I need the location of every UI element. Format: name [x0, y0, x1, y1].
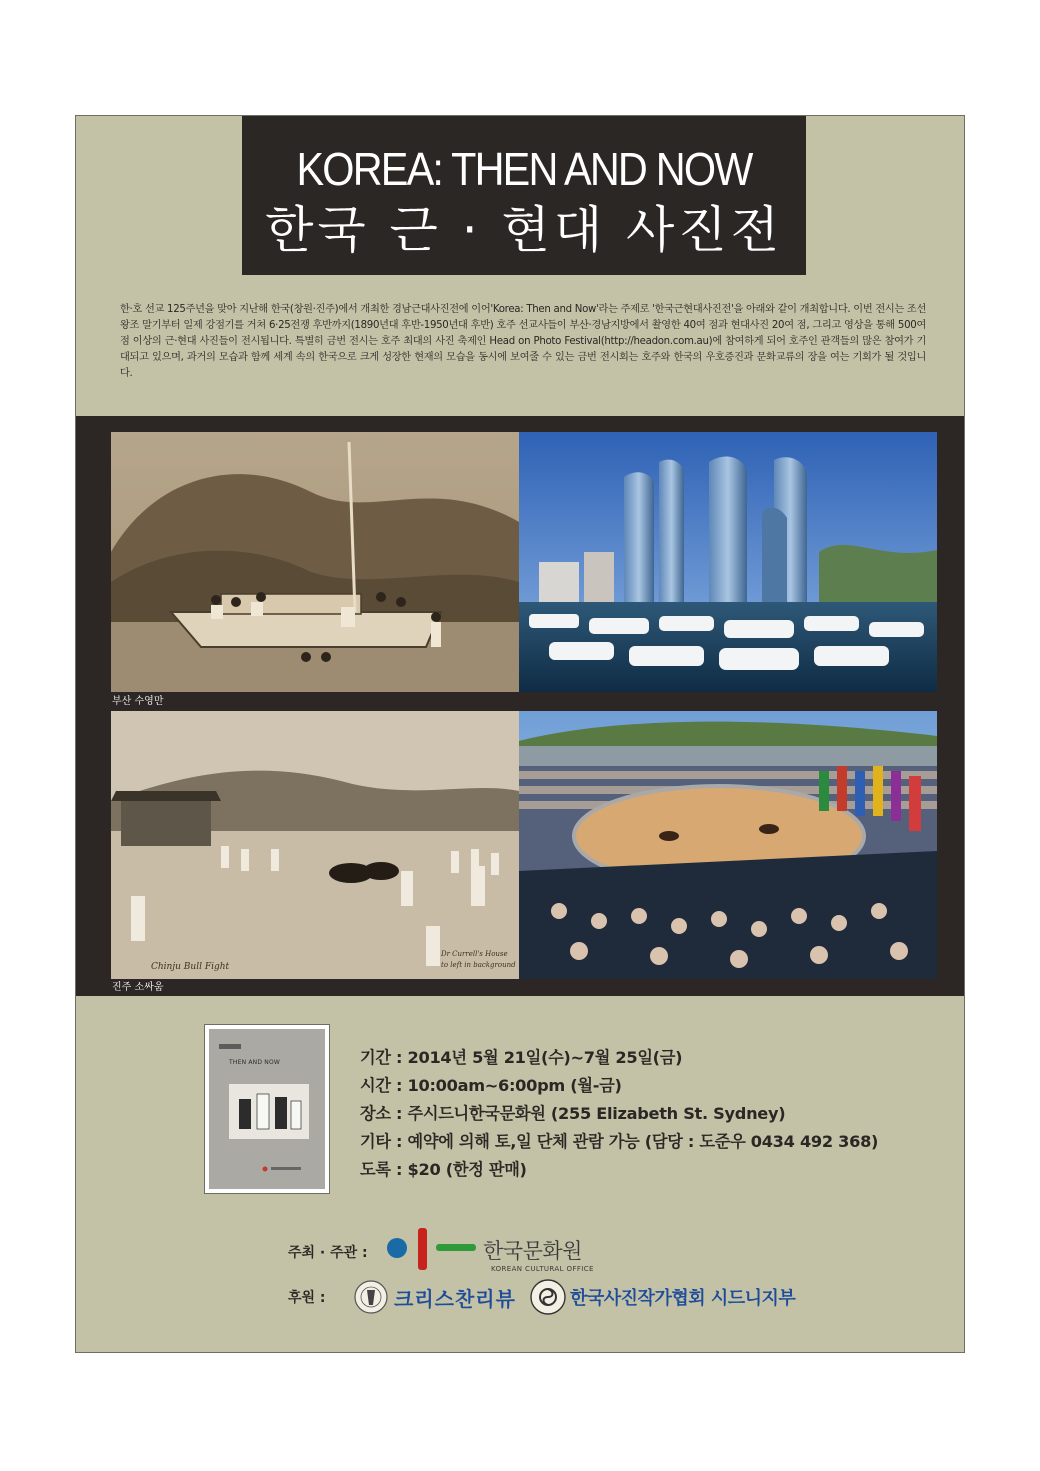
catalog-book	[204, 1024, 330, 1194]
host-label: 주최 · 주관 :	[288, 1245, 368, 1261]
catalog-cover	[209, 1029, 325, 1189]
kco-name: 한국문화원	[483, 1239, 582, 1263]
caption-jinju: 진주 소싸움	[112, 982, 164, 993]
kco-logo-icon	[386, 1226, 478, 1272]
info-label: 도록	[360, 1160, 391, 1179]
christian-review-seal-icon	[354, 1280, 388, 1314]
old-photo-note-left: to left in background	[441, 961, 516, 969]
caption-busan: 부산 수영만	[112, 696, 164, 707]
info-row-other: 기타 : 예약에 의해 토,일 단체 관람 가능 (담당 : 도준우 0434 492 368)	[360, 1132, 879, 1151]
intro-paragraph: 한·호 선교 125주년을 맞아 지난해 한국(창원·진주)에서 개최한 경남근대사진전에 이어'Korea: Then and Now'라는 주제로 '한국근현대사진전'을 아래와 같이 개최합니다. 이번 전시는 조선왕조 말기부터 일제 강점기를 거쳐 6·25전쟁 후반까지(1890년대 후반-1950년대 후반) 호주 선교사들이 부산·경남지방에서 촬영한 40여 점과 현대사진 20여 점, 그리고 영상을 통해 500여 점 이상의 근·현대 사진들이 전시됩니다. 특별히 금번 전시는 호주 최대의 사진 축제인 Head on Photo Festival(http://headon.com.au)에 참여하게 되어 호주인 관객들의 많은 참여가 기대되고 있으며, 과거의 모습과 함께 세계 속의 한국으로 크게 성장한 현재의 모습을 동시에 보여줄 수 있는 금번 전시회는 호주와 한국의 우호증진과 문화교류의 장을 여는 기회가 될 것입니다.	[120, 304, 927, 379]
catalog-book-title: THEN AND NOW	[229, 1059, 281, 1066]
info-value: 2014년 5월 21일(수)~7월 25일(금)	[407, 1048, 683, 1067]
info-row-catalog: 도록 : $20 (한정 판매)	[360, 1160, 527, 1179]
info-row-period: 기간 : 2014년 5월 21일(수)~7월 25일(금)	[360, 1048, 683, 1067]
info-row-venue: 장소 : 주시드니한국문화원 (255 Elizabeth St. Sydney)	[360, 1104, 786, 1123]
photo-band	[76, 416, 964, 996]
title-english: KOREA: THEN AND NOW	[296, 143, 752, 195]
title-korean: 한국 근 · 현대 사진전	[265, 201, 783, 259]
old-boat-photo	[111, 432, 519, 692]
info-label: 장소	[360, 1104, 391, 1123]
kco-name-en: KOREAN CULTURAL OFFICE	[491, 1265, 594, 1273]
sponsor-christian-review: 크리스찬리뷰	[394, 1287, 516, 1311]
old-bullfight-photo	[111, 711, 519, 979]
info-label: 기간	[360, 1048, 391, 1067]
modern-marina-photo	[519, 432, 937, 692]
old-photo-note-house: Dr Currell's House	[441, 950, 508, 958]
info-row-time: 시간 : 10:00am~6:00pm (월-금)	[360, 1076, 622, 1095]
info-value: $20 (한정 판매)	[407, 1160, 527, 1179]
photographers-association-seal-icon	[530, 1279, 566, 1315]
event-info	[360, 1044, 878, 1184]
modern-arena-photo	[519, 711, 937, 979]
info-value: 예약에 의해 토,일 단체 관람 가능 (담당 : 도준우 0434 492 368)	[407, 1132, 879, 1151]
sponsor-photographers-association: 한국사진작가협회 시드니지부	[570, 1288, 796, 1309]
info-value: 10:00am~6:00pm (월-금)	[407, 1076, 622, 1095]
info-label: 기타	[360, 1132, 391, 1151]
title-banner	[242, 116, 806, 275]
info-label: 시간	[360, 1076, 391, 1095]
poster	[75, 115, 965, 1353]
sponsor-label: 후원 :	[288, 1290, 326, 1306]
old-photo-note-bullfight: Chinju Bull Fight	[151, 962, 230, 972]
info-value: 주시드니한국문화원 (255 Elizabeth St. Sydney)	[407, 1104, 786, 1123]
